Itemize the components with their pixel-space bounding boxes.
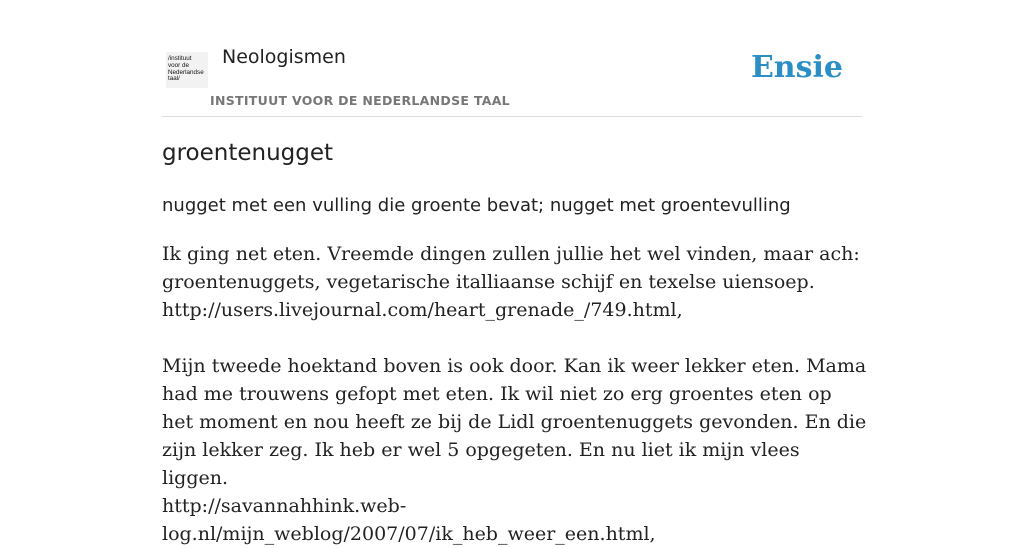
quote-text: Mijn tweede hoektand boven is ook door. Kan ik weer lekker eten. Mama had me trouwens gefopt met eten. Ik wil niet zo erg groentes eten op het moment en nou heeft ze bij de Lidl groentenuggets gevonden. En die zijn lekker zeg. Ik heb er wel 5 opgegeten. En nu liet ik mijn vlees liggen.: [162, 355, 867, 489]
organization-name: INSTITUUT VOOR DE NEDERLANDSE TAAL: [210, 93, 510, 108]
ensie-logo[interactable]: Ensie: [750, 50, 843, 85]
site-title[interactable]: Neologismen: [222, 46, 346, 68]
quote-source: http://savannahhink.web-log.nl/mijn_weblog/2007/07/ik_heb_weer_een.html,: [162, 495, 656, 545]
page-header: [162, 40, 862, 117]
quote-source: http://users.livejournal.com/heart_grenade_/749.html,: [162, 299, 683, 321]
ivdnt-logo[interactable]: [166, 52, 208, 88]
quote-text: Ik ging net eten. Vreemde dingen zullen jullie het wel vinden, maar ach: groentenuggets, vegetarische italliaanse schijf en texelse uiensoep.: [162, 243, 860, 293]
logo-text: /instituut voor de Nederlandse taal/: [168, 55, 204, 83]
entry-definition: nugget met een vulling die groente bevat; nugget met groentevulling: [162, 195, 791, 216]
entry-word: groentenugget: [162, 140, 334, 166]
quote-2: [162, 352, 867, 548]
quote-1: [162, 240, 867, 324]
